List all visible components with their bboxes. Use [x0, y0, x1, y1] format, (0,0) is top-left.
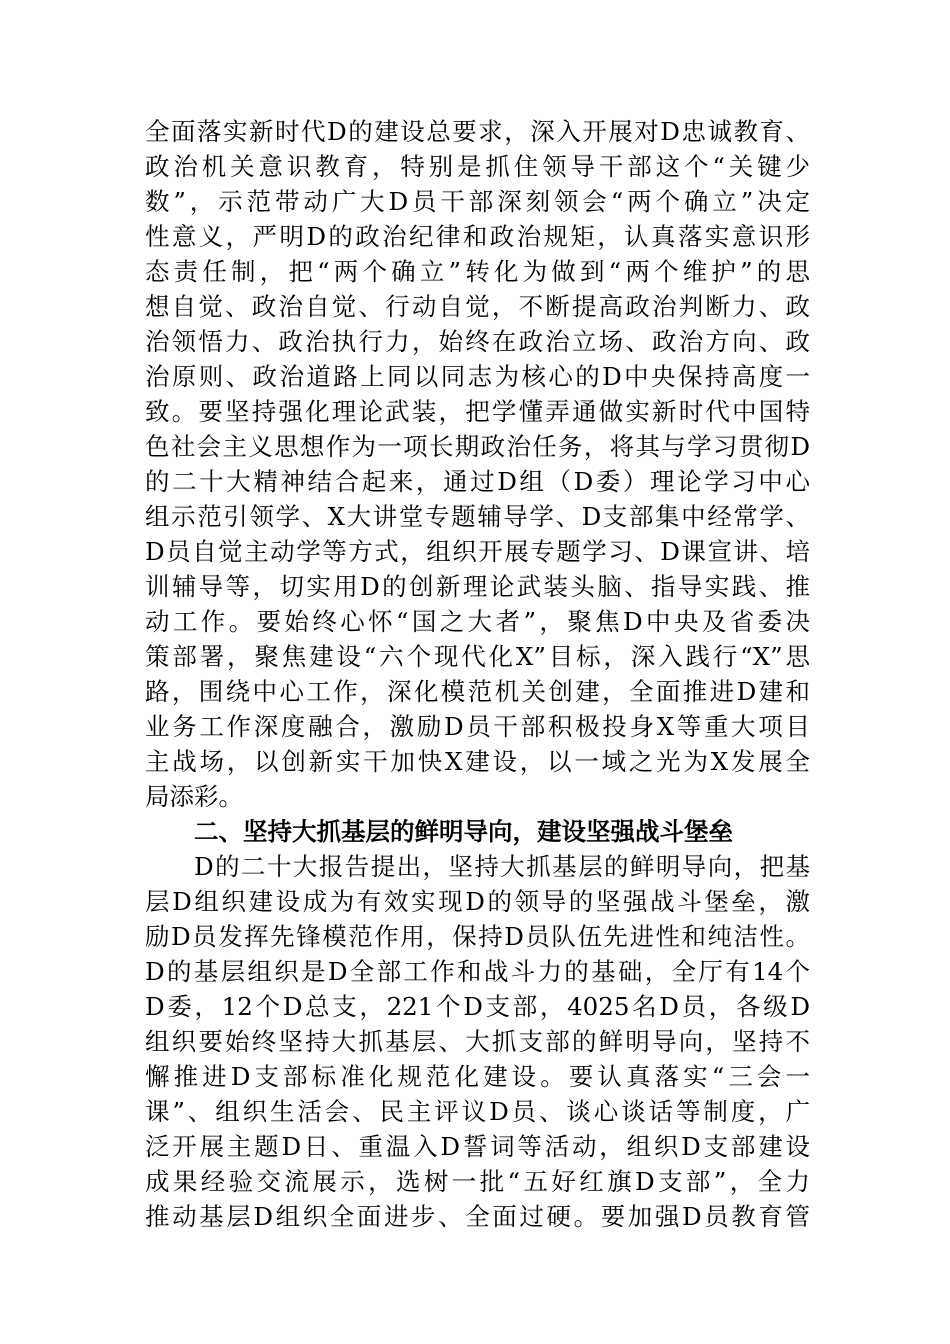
text-line: 泛开展主题D日、重温入D誓词等活动，组织D支部建设 [145, 1132, 810, 1161]
text-line: 局添彩。 [145, 782, 243, 811]
text-line: D员自觉主动学等方式，组织开展专题学习、D课宣讲、培 [145, 537, 810, 566]
text-line: 路，围绕中心工作，深化模范机关创建，全面推进D建和 [145, 677, 810, 706]
text-line: 致。要坚持强化理论武装，把学懂弄通做实新时代中国特 [145, 397, 810, 426]
text-line: 策部署，聚焦建设“六个现代化X”目标，深入践行“X”思 [145, 642, 810, 671]
text-line: 治原则、政治道路上同以同志为核心的D中央保持高度一 [145, 362, 810, 391]
text-line: 全面落实新时代D的建设总要求，深入开展对D忠诚教育、 [145, 117, 810, 146]
text-line: 训辅导等，切实用D的创新理论武装头脑、指导实践、推 [145, 572, 810, 601]
text-line: 业务工作深度融合，激励D员干部积极投身X等重大项目 [145, 712, 810, 741]
text-line: 层D组织建设成为有效实现D的领导的坚强战斗堡垒，激 [145, 887, 810, 916]
document-body [145, 114, 810, 1234]
paragraph-2 [145, 849, 810, 1234]
text-line: 主战场，以创新实干加快X建设，以一域之光为X发展全 [145, 747, 810, 776]
section-heading-2: 二、坚持大抓基层的鲜明导向，建设坚强战斗堡垒 [194, 817, 733, 846]
text-line: 组示范引领学、X大讲堂专题辅导学、D支部集中经常学、 [145, 502, 810, 531]
text-line: 性意义，严明D的政治纪律和政治规矩，认真落实意识形 [145, 222, 810, 251]
text-line: D的基层组织是D全部工作和战斗力的基础，全厅有14个 [145, 957, 810, 986]
text-line: 动工作。要始终心怀“国之大者”，聚焦D中央及省委决 [145, 607, 810, 636]
text-line: 政治机关意识教育，特别是抓住领导干部这个“关键少 [145, 152, 810, 181]
text-line: 想自觉、政治自觉、行动自觉，不断提高政治判断力、政 [145, 292, 810, 321]
text-line: 课”、组织生活会、民主评议D员、谈心谈话等制度，广 [145, 1097, 810, 1126]
text-line: 态责任制，把“两个确立”转化为做到“两个维护”的思 [145, 257, 810, 286]
text-line: 的二十大精神结合起来，通过D组（D委）理论学习中心 [145, 467, 810, 496]
text-line: 色社会主义思想作为一项长期政治任务，将其与学习贯彻D [145, 432, 810, 461]
text-line: 励D员发挥先锋模范作用，保持D员队伍先进性和纯洁性。 [145, 922, 810, 951]
text-line: 治领悟力、政治执行力，始终在政治立场、政治方向、政 [145, 327, 810, 356]
text-line: 数”，示范带动广大D员干部深刻领会“两个确立”决定 [145, 187, 810, 216]
text-line: 成果经验交流展示，选树一批“五好红旗D支部”，全力 [145, 1167, 810, 1196]
text-line: D的二十大报告提出，坚持大抓基层的鲜明导向，把基 [194, 852, 810, 881]
text-line: 推动基层D组织全面进步、全面过硬。要加强D员教育管 [145, 1202, 810, 1231]
text-line: 懈推进D支部标准化规范化建设。要认真落实“三会一 [145, 1062, 810, 1091]
paragraph-1 [145, 114, 810, 814]
text-line: 组织要始终坚持大抓基层、大抓支部的鲜明导向，坚持不 [145, 1027, 810, 1056]
text-line: D委，12个D总支，221个D支部，4025名D员，各级D [145, 992, 810, 1021]
